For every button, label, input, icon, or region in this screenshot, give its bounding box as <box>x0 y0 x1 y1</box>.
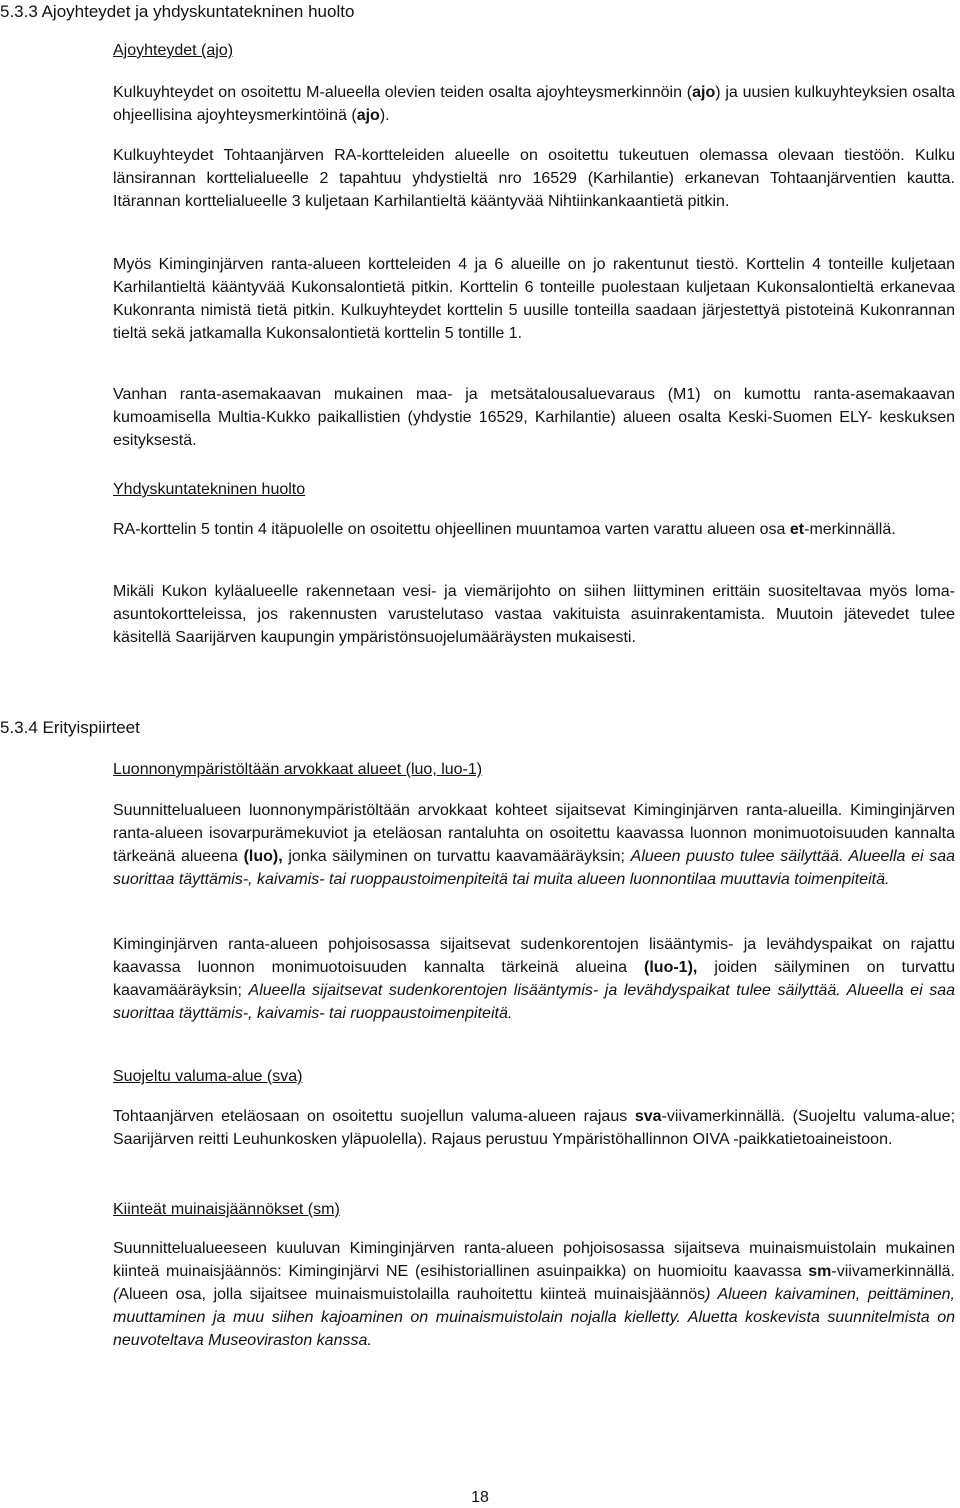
paragraph-sm-1: Suunnittelualueeseen kuuluvan Kiminginjärven ranta-alueen pohjoisosassa sijaitseva muinaismuistolain mukainen kiinteä muinaisjäännös: Kiminginjärvi NE (esihistoriallinen asuinpaikka) on huomioitu kaavassa sm-viivamerkinnällä. (Alueen osa, jolla sijaitsee muinaismuistolailla rauhoitettu kiinteä muinaisjäännös) Alueen kaivaminen, peittäminen, muuttaminen ja muu siihen kajoaminen on muinaismuistolain nojalla kielletty. Aluetta koskevista suunnitelmista on neuvoteltava Museoviraston kanssa. <box>113 1240 955 1349</box>
paragraph-luo-1: Suunnittelualueen luonnonympäristöltään arvokkaat kohteet sijaitsevat Kiminginjärven ranta-alueilla. Kiminginjärven ranta-alueen isovarpurämekuviot ja eteläosan rantaluhta on osoitettu kaavassa luonnon monimuotoisuuden kannalta tärkeänä alueena (luo), jonka säilyminen on turvattu kaavamääräyksin; Alueen puusto tulee säilyttää. Alueella ei saa suorittaa täyttämis-, kaivamis- tai ruoppaustoimenpiteitä tai muita alueen luonnontilaa muuttavia toimenpiteitä. <box>113 802 956 888</box>
paragraph-ajo-2: Kulkuyhteydet Tohtaanjärven RA-kortteleiden alueelle on osoitettu tukeutuen olemassa olevaan tiestöön. Kulku länsirannan korttelialueelle 2 tapahtuu yhdystieltä nro 16529 (Karhilantie) erkanevan Tohtaanjärventien kautta. Itärannan korttelialueelle 3 kuljetaan Karhilantieltä kääntyvää Nihtiinkankaantietä pitkin. <box>113 147 955 210</box>
heading-yhdyskuntatekninen-huolto: Yhdyskuntatekninen huolto <box>113 481 306 498</box>
paragraph-huolto-1: RA-korttelin 5 tontin 4 itäpuolelle on osoitettu ohjeellinen muuntamoa varten varattu alueen osa et-merkinnällä. <box>113 521 896 538</box>
heading-luonnonymparisto: Luonnonympäristöltään arvokkaat alueet (luo, luo-1) <box>113 761 483 778</box>
heading-kiinteat-muinaisjaannokset: Kiinteät muinaisjäännökset (sm) <box>113 1201 340 1218</box>
paragraph-sva-1: Tohtaanjärven eteläosaan on osoitettu suojellun valuma-alueen rajaus sva-viivamerkinnällä. (Suojeltu valuma-alue; Saarijärven reitti Leuhunkosken yläpuolella). Rajaus perustuu Ympäristöhallinnon OIVA -paikkatietoaineistoon. <box>113 1108 956 1148</box>
paragraph-ajo-4: Vanhan ranta-asemakaavan mukainen maa- ja metsätalousaluevaraus (M1) on kumottu ranta-asemakaavan kumoamisella Multia-Kukko paikallistien (yhdystie 16529, Karhilantie) alueen osalta Keski-Suomen ELY- keskuksen esityksestä. <box>113 386 955 449</box>
heading-suojeltu-valuma-alue: Suojeltu valuma-alue (sva) <box>113 1068 303 1085</box>
section-title-534: 5.3.4 Erityispiirteet <box>0 718 140 737</box>
paragraph-ajo-3: Myös Kiminginjärven ranta-alueen kortteleiden 4 ja 6 alueille on jo rakentunut tiestö. Korttelin 4 tonteille kuljetaan Karhilantieltä kääntyvää Kukonsalontietä pitkin. Korttelin 6 tonteille puolestaan kuljetaan Kukonsalontieltä erkanevaa Kukonranta nimistä tietä pitkin. Kulkuyhteydet korttelin 5 uusille tonteilla saadaan järjestettyä pistoteinä Kukonrannan tieltä sekä jatkamalla Kukonsalontietä korttelin 5 tontille 1. <box>113 256 955 342</box>
paragraph-ajo-1: Kulkuyhteydet on osoitettu M-alueella olevien teiden osalta ajoyhteysmerkinnöin (ajo) ja uusien kulkuyhteyksien osalta ohjeellisina ajoyhteysmerkintöinä (ajo). <box>113 84 955 124</box>
paragraph-huolto-2: Mikäli Kukon kyläalueelle rakennetaan vesi- ja viemärijohto on siihen liittyminen erittäin suositeltavaa myös loma-asuntokortteleissa, jos rakennusten varustelutaso vastaa vakituista asuinrakentamista. Muutoin jätevedet tulee käsitellä Saarijärven kaupungin ympäristönsuojelumääräysten mukaisesti. <box>113 583 955 646</box>
section-title-533: 5.3.3 Ajoyhteydet ja yhdyskuntatekninen huolto <box>0 2 355 21</box>
heading-ajoyhteydet: Ajoyhteydet (ajo) <box>113 42 234 59</box>
paragraph-luo-2: Kiminginjärven ranta-alueen pohjoisosassa sijaitsevat sudenkorentojen lisääntymis- ja levähdyspaikat on rajattu kaavassa luonnon monimuotoisuuden kannalta tärkeinä alueina (luo-1), joiden säilyminen on turvattu kaavamääräyksin; Alueella sijaitsevat sudenkorentojen lisääntymis- ja levähdyspaikat tulee säilyttää. Alueella ei saa suorittaa täyttämis-, kaivamis- tai ruoppaustoimenpiteitä. <box>113 936 956 1022</box>
page-number: 18 <box>471 1489 489 1506</box>
